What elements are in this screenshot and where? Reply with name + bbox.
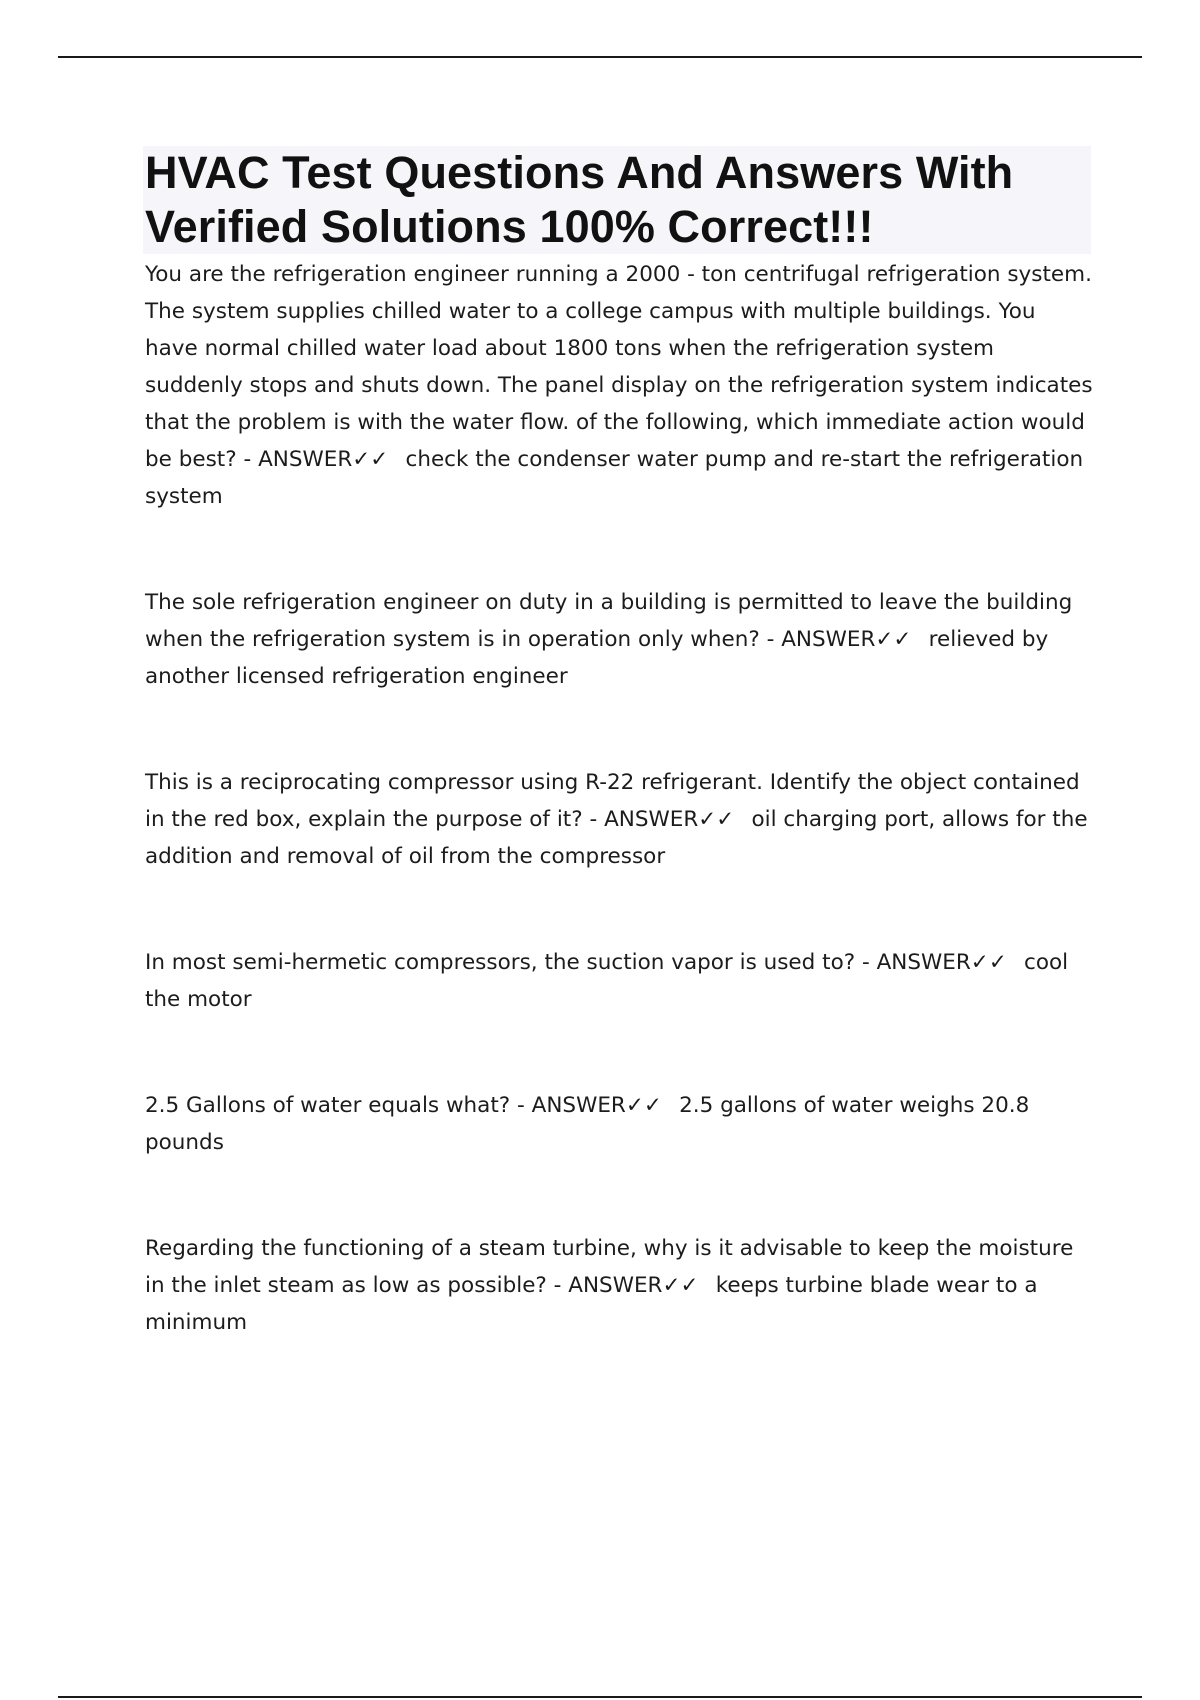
- question-text: You are the refrigeration engineer running a 2000 - ton centrifugal refrigeration system. The system supplies chilled water to a college campus with multiple buildings. You have normal chilled water load about 1800 tons when the refrigeration system suddenly stops and shuts down. The panel display on the refrigeration system indicates that the problem is with the water flow. of the following, which immediate action would be best? -: [145, 262, 1093, 472]
- answer-marker: ANSWER✓✓: [531, 1093, 662, 1118]
- answer-text: 2.5 gallons of water weighs 20.8 pounds: [145, 1093, 1030, 1155]
- question-text: Regarding the functioning of a steam turbine, why is it advisable to keep the moisture in the inlet steam as low as possible? -: [145, 1236, 1074, 1298]
- answer-text: keeps turbine blade wear to a minimum: [145, 1273, 1038, 1335]
- answer-text: oil charging port, allows for the addition and removal of oil from the compressor: [145, 807, 1088, 869]
- qa-item-6: [145, 1230, 1095, 1341]
- document-title: HVAC Test Questions And Answers With Verified Solutions 100% Correct!!!: [143, 146, 1091, 254]
- question-text: 2.5 Gallons of water equals what? -: [145, 1093, 532, 1118]
- document-body: [145, 146, 1095, 1341]
- top-rule: [58, 56, 1142, 58]
- qa-item-4: [145, 944, 1095, 1018]
- question-text: In most semi-hermetic compressors, the suction vapor is used to? -: [145, 950, 877, 975]
- qa-item-1: [145, 256, 1095, 515]
- question-text: The sole refrigeration engineer on duty in a building is permitted to leave the building when the refrigeration system is in operation only when? -: [145, 590, 1073, 652]
- answer-marker: ANSWER✓✓: [781, 627, 912, 652]
- qa-item-3: [145, 764, 1095, 875]
- qa-item-5: [145, 1087, 1095, 1161]
- answer-marker: ANSWER✓✓: [604, 807, 735, 832]
- qa-item-2: [145, 584, 1095, 695]
- question-text: This is a reciprocating compressor using R-22 refrigerant. Identify the object contained in the red box, explain the purpose of it? -: [145, 770, 1080, 832]
- answer-marker: ANSWER✓✓: [876, 950, 1007, 975]
- bottom-rule: [58, 1696, 1142, 1698]
- answer-text: cool the motor: [145, 950, 1069, 1012]
- answer-marker: ANSWER✓✓: [568, 1273, 699, 1298]
- answer-text: relieved by another licensed refrigeration engineer: [145, 627, 1049, 689]
- answer-text: check the condenser water pump and re-start the refrigeration system: [145, 447, 1084, 509]
- answer-marker: ANSWER✓✓: [258, 447, 389, 472]
